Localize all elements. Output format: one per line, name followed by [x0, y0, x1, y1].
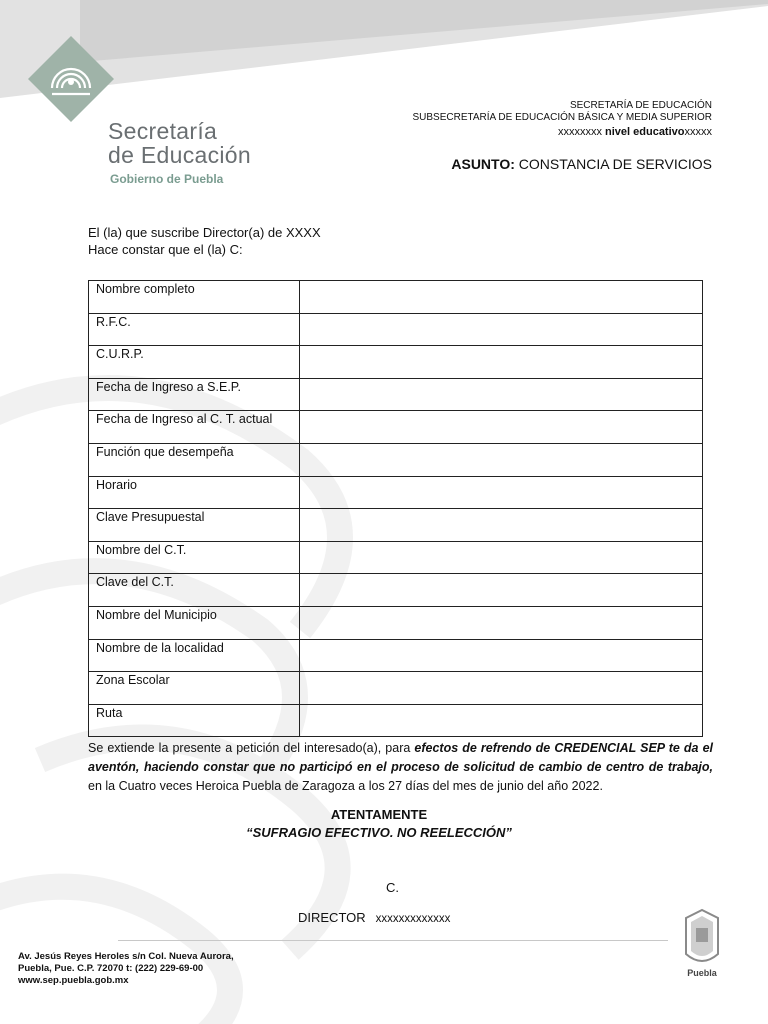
- row-value-field[interactable]: [300, 346, 703, 379]
- asunto-label: ASUNTO:: [451, 156, 515, 172]
- table-row: [89, 281, 703, 314]
- row-value-field[interactable]: [300, 606, 703, 639]
- director-line: [298, 910, 450, 925]
- row-value-field[interactable]: [300, 378, 703, 411]
- table-row: [89, 672, 703, 705]
- employee-data-table: [88, 280, 703, 737]
- row-label: Fecha de Ingreso al C. T. actual: [89, 411, 300, 444]
- row-value-field[interactable]: [300, 281, 703, 314]
- signature-c: C.: [386, 880, 399, 895]
- paragraph-bold: efectos de refrendo de CREDENCIAL SEP te da el aventón, haciendo constar que no participó en el proceso de solicitud de cambio de centro de trabajo,: [88, 741, 713, 774]
- row-value-field[interactable]: [300, 313, 703, 346]
- row-value-field[interactable]: [300, 639, 703, 672]
- table-row: [89, 476, 703, 509]
- footer-address-2: Puebla, Pue. C.P. 72070 t: (222) 229-69-00: [18, 963, 204, 974]
- row-value-field[interactable]: [300, 509, 703, 542]
- footer-website: www.sep.puebla.gob.mx: [18, 975, 129, 986]
- director-label: DIRECTOR: [298, 910, 366, 925]
- sep-logo-icon: [28, 36, 114, 122]
- paragraph-part-1: Se extiende la presente a petición del interesado(a), para: [88, 741, 415, 755]
- logo-title-line2: de Educación: [108, 142, 251, 168]
- logo-subtitle: Gobierno de Puebla: [110, 172, 224, 186]
- header-nivel: [558, 126, 712, 138]
- row-label: Nombre completo: [89, 281, 300, 314]
- intro-line-1: El (la) que suscribe Director(a) de XXXX: [88, 225, 321, 240]
- row-value-field[interactable]: [300, 704, 703, 737]
- row-value-field[interactable]: [300, 476, 703, 509]
- table-row: [89, 639, 703, 672]
- table-row: [89, 346, 703, 379]
- footer-address-1: Av. Jesús Reyes Heroles s/n Col. Nueva Aurora,: [18, 951, 234, 962]
- table-row: [89, 541, 703, 574]
- constancia-paragraph: [88, 739, 713, 796]
- row-label: Horario: [89, 476, 300, 509]
- header-band: [0, 0, 768, 110]
- logo-title-line1: Secretaría: [108, 118, 218, 144]
- director-name: xxxxxxxxxxxxx: [375, 913, 451, 925]
- seal-label: Puebla: [687, 968, 717, 978]
- table-row: [89, 411, 703, 444]
- header-nivel-bold: nivel educativo: [605, 126, 685, 138]
- footer-divider: [118, 940, 668, 941]
- row-label: Zona Escolar: [89, 672, 300, 705]
- table-row: [89, 704, 703, 737]
- atentamente: ATENTAMENTE: [330, 807, 428, 822]
- row-label: Fecha de Ingreso a S.E.P.: [89, 378, 300, 411]
- row-label: R.F.C.: [89, 313, 300, 346]
- header-nivel-suffix: xxxxx: [684, 126, 712, 138]
- header-nivel-prefix: xxxxxxxx: [557, 126, 602, 138]
- intro-line-2: Hace constar que el (la) C:: [88, 242, 243, 257]
- table-row: [89, 443, 703, 476]
- row-value-field[interactable]: [300, 541, 703, 574]
- table-row: [89, 574, 703, 607]
- table-row: [89, 606, 703, 639]
- row-value-field[interactable]: [300, 672, 703, 705]
- row-label: Nombre del C.T.: [89, 541, 300, 574]
- paragraph-part-2: en la Cuatro veces Heroica Puebla de Zaragoza a los 27 días del mes de junio del año 2022.: [88, 779, 603, 793]
- row-label: Nombre de la localidad: [89, 639, 300, 672]
- row-value-field[interactable]: [300, 574, 703, 607]
- row-value-field[interactable]: [300, 443, 703, 476]
- lema: “SUFRAGIO EFECTIVO. NO REELECCIÓN”: [246, 825, 512, 840]
- header-subsecretaria: SUBSECRETARÍA DE EDUCACIÓN BÁSICA Y MEDIA SUPERIOR: [412, 112, 712, 123]
- row-label: Función que desempeña: [89, 443, 300, 476]
- table-row: [89, 313, 703, 346]
- header-secretaria: SECRETARÍA DE EDUCACIÓN: [569, 100, 712, 111]
- puebla-seal-icon: [680, 908, 724, 984]
- row-label: Clave del C.T.: [89, 574, 300, 607]
- row-label: Ruta: [89, 704, 300, 737]
- row-label: Nombre del Municipio: [89, 606, 300, 639]
- table-row: [89, 509, 703, 542]
- row-label: C.U.R.P.: [89, 346, 300, 379]
- table-row: [89, 378, 703, 411]
- row-value-field[interactable]: [300, 411, 703, 444]
- asunto-value: CONSTANCIA DE SERVICIOS: [518, 156, 712, 172]
- row-label: Clave Presupuestal: [89, 509, 300, 542]
- asunto-line: [451, 156, 712, 172]
